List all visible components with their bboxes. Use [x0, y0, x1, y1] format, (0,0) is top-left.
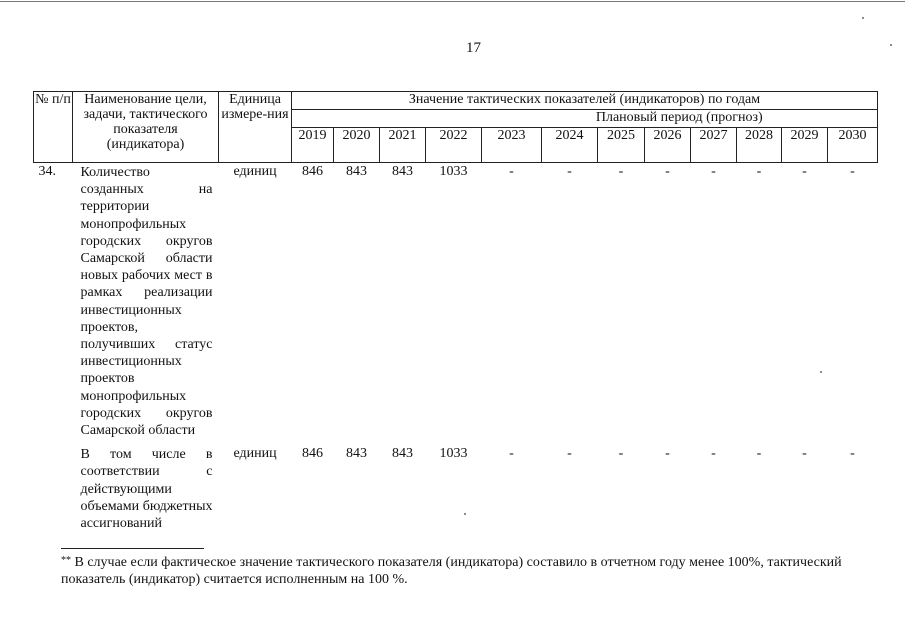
table-row — [34, 439, 878, 532]
row-value: 1033 — [439, 164, 468, 179]
scan-speck — [862, 17, 864, 19]
header-year: 2023 — [482, 128, 542, 163]
header-year: 2028 — [737, 128, 782, 163]
footnote-rule — [61, 548, 204, 549]
row-num: 34. — [38, 164, 56, 179]
row-value: - — [567, 164, 572, 179]
indicators-table — [33, 91, 878, 532]
header-name: Наименование цели, задачи, тактического показателя (индикатора) — [73, 92, 219, 163]
header-year: 2024 — [542, 128, 598, 163]
row-value: - — [618, 446, 624, 462]
row-value: - — [509, 446, 514, 462]
header-year: 2020 — [334, 128, 380, 163]
row-value: 846 — [302, 164, 323, 179]
header-year: 2026 — [645, 128, 691, 163]
footnote-text: В случае если фактическое значение тактического показателя (индикатора) составило в отчетном году менее 100%, тактический показатель (индикатор) считается исполненным на 100 %. — [61, 555, 842, 587]
row-value: 846 — [302, 446, 323, 462]
header-actual-blank — [292, 110, 482, 128]
footnote-mark: ** — [61, 555, 71, 566]
row-value: - — [509, 164, 514, 179]
row-value: - — [567, 446, 572, 462]
row-value: - — [802, 446, 807, 462]
row-value: - — [711, 446, 716, 462]
row-value: 1033 — [439, 446, 468, 462]
row-value: 843 — [392, 164, 413, 179]
row-value: - — [756, 446, 762, 462]
row-value: - — [850, 446, 855, 462]
row-value: - — [850, 164, 855, 179]
footnote — [61, 554, 851, 588]
row-value: - — [756, 164, 762, 179]
row-value: - — [711, 164, 716, 179]
row-unit: единиц — [233, 446, 277, 462]
header-plan-period: Плановый период (прогноз) — [482, 110, 878, 128]
row-name: В том числе в соответствии с действующими объемами бюджетных ассигнований — [80, 447, 213, 532]
header-year: 2021 — [380, 128, 426, 163]
scan-speck — [820, 371, 822, 373]
header-year: 2022 — [426, 128, 482, 163]
page-number: 17 — [466, 40, 481, 56]
header-year: 2029 — [782, 128, 828, 163]
header-year: 2019 — [292, 128, 334, 163]
row-name: Количество созданных на территории монопрофильных городских округов Самарской области новых рабочих мест в рамках реализации инвестиционных проектов, получивших статус инвестиционных проектов монопрофильных городских округов Самарской области — [80, 165, 213, 439]
top-edge-line — [0, 1, 905, 2]
header-year: 2030 — [828, 128, 878, 163]
row-value: 843 — [346, 164, 367, 179]
row-value: - — [665, 164, 670, 179]
table-row — [34, 163, 878, 440]
row-value: - — [618, 164, 624, 179]
scan-speck — [464, 513, 466, 515]
header-values-group: Значение тактических показателей (индикаторов) по годам — [292, 92, 878, 110]
row-value: 843 — [346, 446, 367, 462]
row-value: - — [802, 164, 807, 179]
scan-speck — [890, 44, 892, 46]
header-year: 2027 — [691, 128, 737, 163]
row-value: 843 — [392, 446, 413, 462]
row-unit: единиц — [233, 164, 277, 179]
header-num: № п/п — [34, 92, 73, 163]
header-unit: Единица измере-ния — [219, 92, 292, 163]
header-year: 2025 — [598, 128, 645, 163]
row-value: - — [665, 446, 670, 462]
row-num — [34, 439, 73, 532]
